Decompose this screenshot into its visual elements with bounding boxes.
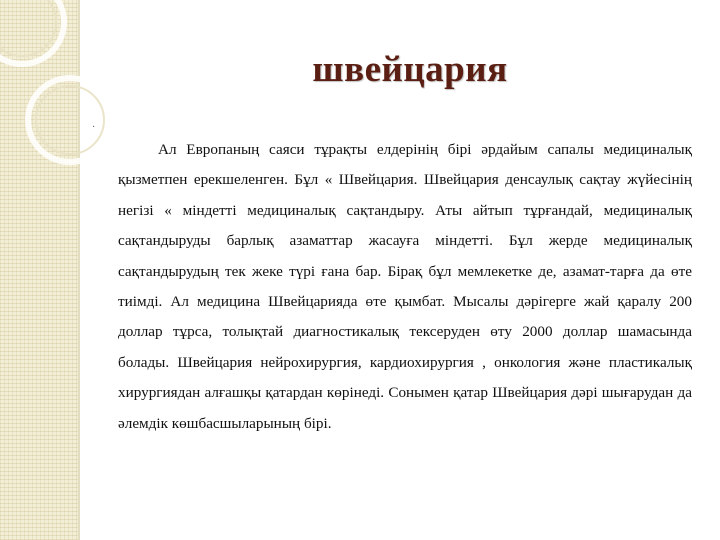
body-paragraph: Ал Европаның саяси тұрақты елдерінің бірі әрдайым сапалы медициналық қызметпен ерекшеленген. Бұл « Швейцария. Швейцария денсаулық сақтау жүйесінің негізі « міндетті медициналық сақтандыру. Аты айтып тұрғандай, медициналық сақтандыруды барлық азаматтар жасауға міндетті. Бұл жерде медициналық сақтандырудың тек жеке түрі ғана бар. Бірақ бұл мемлекетке де, азамат-тарға да өте тиімді. Ал медицина Швейцарияда өте қымбат. Мысалы дәрігерге жай қаралу 200 доллар тұрса, толықтай диагностикалық тексеруден өту 2000 доллар шамасында болады. Швейцария нейрохирургия, кардиохирургия , онкология және пластикалық хирургиядан алғашқы қатардан көрінеді. Сонымен қатар Швейцария дәрі шығарудан да әлемдік көшбасшыларының бірі. <box>118 141 692 432</box>
decorative-circles <box>0 0 110 170</box>
bullet-marker: · <box>92 122 96 133</box>
slide-title: швейцария <box>312 49 508 90</box>
